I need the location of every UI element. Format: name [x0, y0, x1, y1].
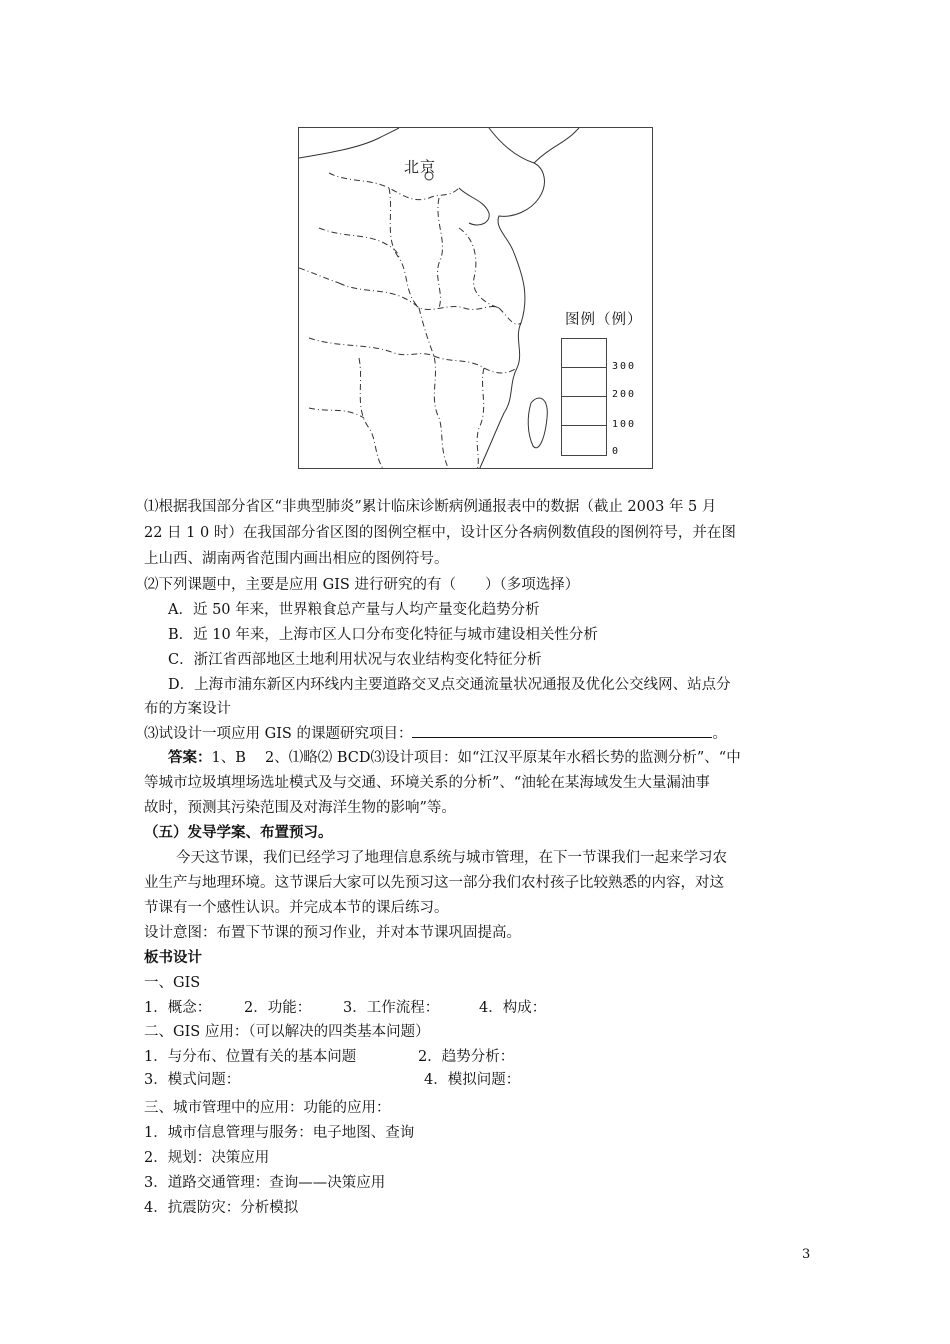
design-intent: 设计意图：布置下节课的预习作业，并对本节课巩固提高。	[144, 925, 521, 941]
q3-prefix: ⑶试设计一项应用 GIS 的课题研究项目：	[144, 726, 413, 742]
province-boundary	[434, 356, 517, 373]
paragraph-line: 节课有一个感性认识。并完成本节的课后练习。	[144, 900, 449, 916]
province-boundary	[419, 308, 449, 469]
bohai-coast	[459, 188, 489, 225]
q1-line: 上山西、湖南两省范围内画出相应的图例符号。	[144, 551, 449, 567]
legend-tick: 300	[612, 361, 637, 372]
board-s3-item: 2．规划：决策应用	[144, 1150, 270, 1166]
q2-option-a: A．近 50 年来，世界粮食总产量与人均产量变化趋势分析	[168, 602, 540, 618]
answer-line: 故时，预测其污染范围及对海洋生物的影响”等。	[144, 800, 456, 816]
board-s2-item: 4．模拟问题：	[424, 1072, 521, 1088]
board-section-3: 三、城市管理中的应用：功能的应用：	[144, 1100, 391, 1116]
province-boundary	[309, 408, 364, 418]
page-number: 3	[802, 1247, 811, 1262]
legend-title: 图例（例）	[565, 312, 643, 328]
board-s2-item: 2．趋势分析：	[418, 1049, 515, 1065]
province-boundary	[359, 358, 384, 469]
province-map-figure	[298, 127, 653, 469]
q3-line	[144, 723, 727, 744]
peninsula	[534, 128, 579, 163]
province-boundary	[299, 268, 339, 283]
legend-tick: 0	[612, 446, 621, 457]
q3-suffix: 。	[712, 726, 727, 742]
board-s3-item: 3．道路交通管理：查询——决策应用	[144, 1175, 386, 1191]
legend-cell[interactable]	[562, 368, 606, 397]
legend-cell[interactable]	[562, 339, 606, 368]
section-heading: （五）发导学案、布置预习。	[144, 824, 333, 841]
legend-tick: 200	[612, 389, 637, 400]
board-s1-item: 3．工作流程：	[343, 1000, 440, 1016]
q2-option-c: C．浙江省西部地区土地利用状况与农业结构变化特征分析	[168, 652, 542, 668]
q2-option-b: B．近 10 年来，上海市区人口分布变化特征与城市建设相关性分析	[168, 627, 598, 643]
beijing-label: 北京	[404, 158, 437, 176]
answer-blank[interactable]	[412, 723, 712, 738]
board-section-1: 一、GIS	[144, 975, 201, 991]
taiwan-island	[528, 398, 547, 448]
board-s2-item: 1．与分布、位置有关的基本问题	[144, 1049, 357, 1065]
province-boundary	[309, 338, 434, 356]
province-boundary	[329, 173, 459, 200]
board-s1-item: 1．概念：	[144, 1000, 212, 1016]
q2-option-d-cont: 布的方案设计	[144, 701, 231, 717]
legend-cell[interactable]	[562, 397, 606, 426]
board-section-2: 二、GIS 应用：（可以解决的四类基本问题）	[144, 1024, 430, 1040]
legend-cell[interactable]	[562, 426, 606, 455]
answer-line: 等城市垃圾填埋场选址模式及与交通、环境关系的分析”、“油轮在某海域发生大量漏油事	[144, 775, 710, 791]
province-boundary	[319, 228, 399, 258]
upper-border	[299, 128, 399, 158]
q2-option-d: D．上海市浦东新区内环线内主要道路交叉点交通流量状况通报及优化公交线网、站点分	[168, 677, 731, 693]
legend-tick: 100	[612, 419, 637, 430]
q1-line: 22 日 1 0 时）在我国部分省区图的图例空框中，设计区分各病例数值段的图例符号，并在图	[144, 525, 736, 541]
q2-stem: ⑵下列课题中，主要是应用 GIS 进行研究的有（ ）（多项选择）	[144, 577, 580, 593]
answer-text: 1、B 2、⑴略⑵ BCD⑶设计项目：如“江汉平原某年水稻长势的监测分析”、“中	[211, 750, 741, 766]
board-s2-item: 3．模式问题：	[144, 1072, 241, 1088]
board-s1-item: 2．功能：	[244, 1000, 312, 1016]
answer-line	[168, 748, 741, 768]
province-boundary	[459, 228, 499, 308]
board-s3-item: 4．抗震防灾：分析模拟	[144, 1200, 299, 1216]
province-boundary	[438, 198, 443, 308]
board-title: 板书设计	[144, 949, 202, 966]
q1-line: ⑴根据我国部分省区“非典型肺炎”累计临床诊断病例通报表中的数据（截止 2003 年 5 月	[144, 499, 717, 515]
board-s1-item: 4．构成：	[479, 1000, 547, 1016]
province-boundary	[477, 368, 484, 469]
answer-label: 答案：	[168, 749, 212, 766]
paragraph-line: 业生产与地理环境。这节课后大家可以先预习这一部分我们农村孩子比较熟悉的内容，对这	[144, 875, 724, 891]
legend-box[interactable]	[561, 338, 607, 456]
province-boundary	[499, 308, 521, 324]
board-s3-item: 1．城市信息管理与服务：电子地图、查询	[144, 1125, 415, 1141]
province-boundary	[339, 283, 499, 309]
province-boundary	[389, 188, 419, 308]
paragraph-line: 今天这节课，我们已经学习了地理信息系统与城市管理，在下一节课我们一起来学习农	[176, 850, 727, 866]
coastline	[479, 128, 544, 469]
